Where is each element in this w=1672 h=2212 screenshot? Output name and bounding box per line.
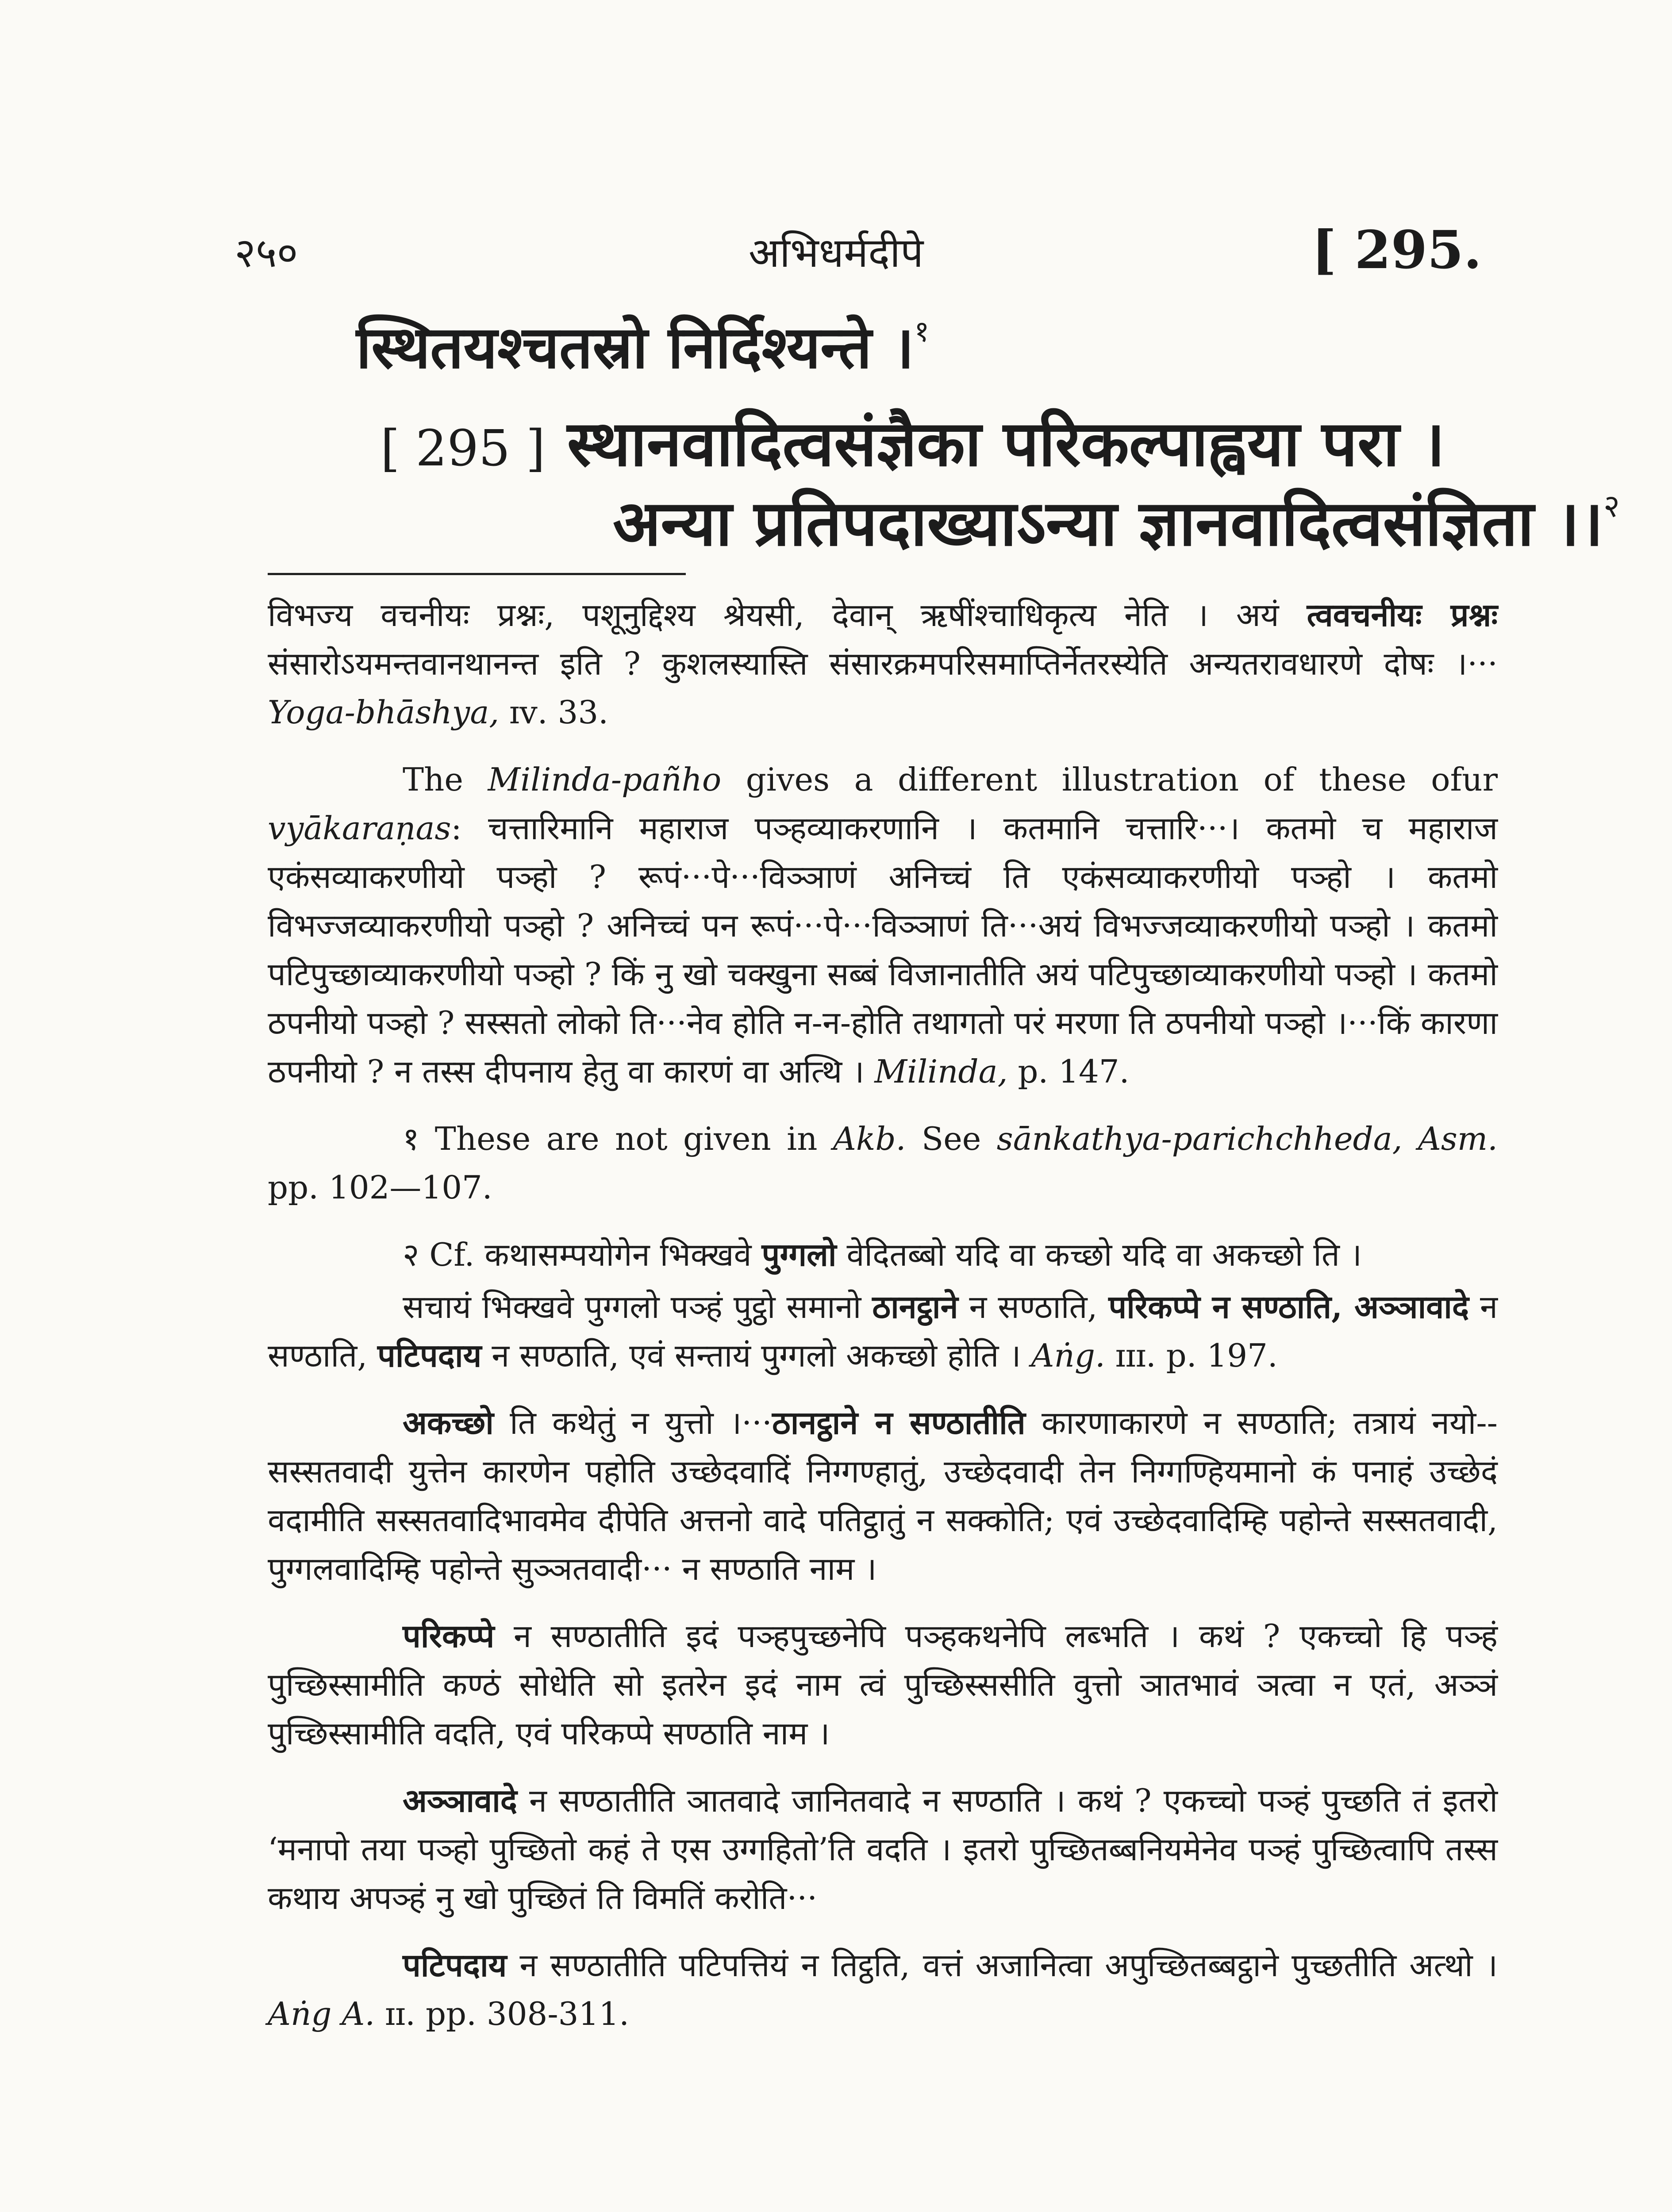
note-patipadaya: पटिपदाय न सण्ठातीति पटिपत्तियं न तिट्ठति, वत्तं अजानित्वा अपुच्छितब्बट्ठाने पुच्छतीति अत्थो । Aṅg A. ɪɪ. pp. 308-311. <box>268 1946 1498 2032</box>
running-title: अभिधर्मदीपे <box>748 229 924 276</box>
citation: Milinda, <box>874 1053 1008 1090</box>
citation: Aṅg A. <box>268 1995 375 2032</box>
verse-line-1-text: स्थानवादित्वसंज्ञैका परिकल्पाह्वया परा । <box>567 407 1445 480</box>
citation: Yoga-bhāshya, <box>268 694 500 731</box>
verse-line-1 <box>381 398 1445 484</box>
note-yoga-bhashya: विभज्य वचनीयः प्रश्नः, पशूनुद्दिश्य श्रेयसी, देवान् ऋषींश्चाधिकृत्य नेति । अयं त्ववचनीयः प्रश्नः संसारोऽयमन्तवानथानन्त इति ? कुशलस्यास्ति संसारक्रमपरिसमाप्तिर्नेतरस्येति अन्यतरावधारणे दोषः ।··· Yoga-bhāshya, ɪᴠ. 33. <box>268 596 1498 731</box>
verse-line-2 <box>613 478 1620 564</box>
footnote-1: १ These are not given in Akb. See sānkathya-parichchheda, Asm. pp. 102—107. <box>268 1120 1498 1206</box>
verse-intro-line <box>356 305 930 385</box>
page-number: २५० <box>234 229 298 276</box>
verse-line-2-text: अन्या प्रतिपदाख्याऽन्या ज्ञानवादित्वसंज्ञिता ।। <box>613 487 1603 560</box>
footnote-divider <box>268 573 686 575</box>
citation: Aṅg. <box>1031 1337 1105 1374</box>
note-milinda: The Milinda-pañho gives a different illustration of these ofur vyākaraṇas: चत्तारिमानि महाराज पञ्हव्याकरणानि । कतमानि चत्तारि···। कतमो च महाराज एकंसव्याकरणीयो पञ्हो ? रूपं···पे···विञ्ञाणं अनिच्चं ति एकंसव्याकरणीयो पञ्हो । कतमो विभज्जव्याकरणीयो पञ्हो ? अनिच्चं पन रूपं···पे···विञ्ञाणं ति···अयं विभज्जव्याकरणीयो पञ्हो । कतमो पटिपुच्छाव्याकरणीयो पञ्हो ? किं नु खो चक्खुना सब्बं विजानातीति अयं पटिपुच्छाव्याकरणीयो पञ्हो । कतमो ठपनीयो पञ्हो ? सस्सतो लोको ति···नेव होति न-न-होति तथागतो परं मरणा ति ठपनीयो पञ्हो ।···किं कारणा ठपनीयो ? न तस्स दीपनाय हेतु वा कारणं वा अत्थि । Milinda, p. 147. <box>268 761 1498 1090</box>
note-anguttara: सचायं भिक्खवे पुग्गलो पञ्हं पुट्ठो समानो ठानट्ठाने न सण्ठाति, परिकप्पे न सण्ठाति, अञ्ञावादे न सण्ठाति, पटिपदाय न सण्ठाति, एवं सन्तायं पुग्गलो अकच्छो होति । Aṅg. ɪɪɪ. p. 197. <box>268 1288 1498 1374</box>
verse-intro-text: स्थितयश्चतस्रो निर्दिश्यन्ते । <box>356 313 915 382</box>
note-parikappe: परिकप्पे न सण्ठातीति इदं पञ्हपुच्छनेपि पञ्हकथनेपि लब्भति । कथं ? एकच्चो हि पञ्हं पुच्छिस्सामीति कण्ठं सोधेति सो इतरेन इदं नाम त्वं पुच्छिस्ससीति वुत्तो ञातभावं ञत्वा न एतं, अञ्ञं पुच्छिस्सामीति वदति, एवं परिकप्पे सण्ठाति नाम । <box>268 1617 1498 1752</box>
note-akaccho: अकच्छो ति कथेतुं न युत्तो ।···ठानट्ठाने न सण्ठातीति कारणाकारणे न सण्ठाति; तत्रायं नयो--सस्सतवादी युत्तेन कारणेन पहोति उच्छेदवादिं निग्गण्हातुं, उच्छेदवादी तेन निग्गण्हियमानो कं पनाहं उच्छेदं वदामीति सस्सतवादिभावमेव दीपेति अत्तनो वादे पतिट्ठातुं न सक्कोति; एवं उच्छेदवादिम्हि पहोन्ते सस्सतवादी, पुग्गलवादिम्हि पहोन्ते सुञ्ञतवादी··· न सण्ठाति नाम । <box>268 1404 1498 1587</box>
footnote-2: २ Cf. कथासम्पयोगेन भिक्खवे पुग्गलो वेदितब्बो यदि वा कच्छो यदि वा अकच्छो ति । <box>403 1236 1362 1273</box>
footnote-1-mark: १ <box>403 1120 419 1157</box>
running-header <box>0 219 1672 285</box>
footnote-mark-2: २ <box>1603 488 1620 525</box>
verse-number: [ 295 ] <box>381 420 546 477</box>
footnote-mark-1: १ <box>914 314 930 349</box>
verse-reference: [ 295. <box>1311 219 1482 280</box>
note-annavade: अञ्ञावादे न सण्ठातीति ञातवादे जानितवादे न सण्ठाति । कथं ? एकच्चो पञ्हं पुच्छति तं इतरो ‘मनापो तया पञ्हो पुच्छितो कहं ते एस उग्गहितो’ति वदति । इतरो पुच्छितब्बनियमेनेव पञ्हं पुच्छित्वापि तस्स कथाय अपञ्हं नु खो पुच्छितं ति विमतिं करोति··· <box>268 1782 1498 1916</box>
footnote-2-mark: २ <box>403 1236 419 1273</box>
footnotes <box>268 591 1498 2057</box>
